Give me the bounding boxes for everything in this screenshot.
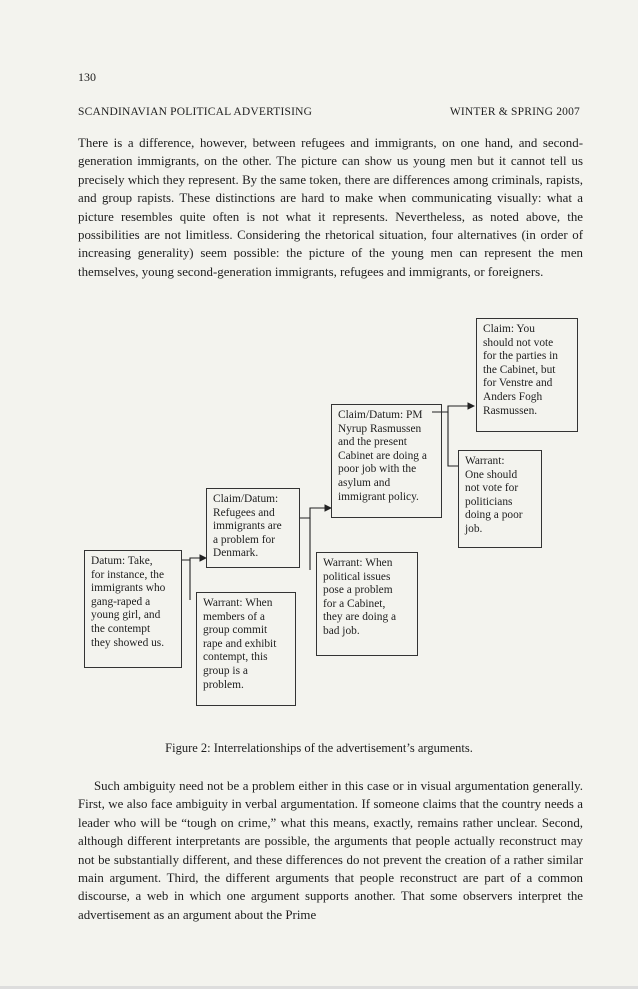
box-text-line: they showed us. <box>91 636 165 649</box>
box-text-line: rape and exhibit <box>203 637 277 650</box>
claim-datum-box-1 <box>206 488 300 568</box>
arrow-datum-to-claim1 <box>182 558 206 560</box>
claim-box <box>476 318 578 432</box>
box-text-line: politicians <box>465 495 513 508</box>
box-text-line: members of a <box>203 610 265 623</box>
box-text-line: Warrant: <box>465 455 505 467</box>
warrant-box-2 <box>316 552 418 656</box>
box-text-line: immigrant policy. <box>338 490 419 503</box>
box-text-line: they are doing a <box>323 611 397 624</box>
box-text-line: pose a problem <box>323 584 393 597</box>
box-text-line: gang-raped a <box>91 595 151 608</box>
box-text-line: the contempt <box>91 622 151 635</box>
datum-box <box>84 550 182 668</box>
box-text-line: group commit <box>203 624 268 637</box>
body-paragraph-1: There is a difference, however, between refugees and immigrants, on one hand, and second-generation immigrants, on the other. The picture can show us young men but it cannot tell us precisely which they represent. By the same token, there are differences among criminals, rapists, and group rapists. These distinctions are hard to make when communicating visually: what a picture resembles quite often is not what it represents. Nevertheless, as noted above, the possibilities are not limitless. Considering the rhetorical situation, four alternatives (in order of increasing generality) seem possible: the picture of the young men can represent the men themselves, young second-generation immigrants, refugees and immigrants, or foreigners. <box>78 136 583 279</box>
box-text-line: the Cabinet, but <box>483 363 556 376</box>
box-text-line: contempt, this <box>203 651 268 664</box>
box-text-line: Cabinet are doing a <box>338 449 427 462</box>
box-text-line: a problem for <box>213 533 275 546</box>
box-text-line: Claim: You <box>483 323 535 335</box>
box-text-line: bad job. <box>323 624 360 637</box>
box-text-line: for a Cabinet, <box>323 597 386 610</box>
page-number: 130 <box>78 70 96 84</box>
connector-warrant3 <box>448 412 458 466</box>
box-text-line: Nyrup Rasmussen <box>338 422 422 435</box>
box-text-line: Warrant: When <box>323 557 393 569</box>
claim-datum-box-2 <box>331 404 442 518</box>
box-text-line: immigrants are <box>213 520 282 533</box>
box-text-line: group is a <box>203 664 248 677</box>
box-text-line: doing a poor <box>465 509 523 522</box>
box-text-line: poor job with the <box>338 463 417 476</box>
box-text-line: One should <box>465 468 518 481</box>
box-text-line: for Venstre and <box>483 377 553 390</box>
box-text-line: Denmark. <box>213 547 259 560</box>
box-text-line: Warrant: When <box>203 597 273 609</box>
box-text-line: for the parties in <box>483 350 558 363</box>
box-text-line: immigrants who <box>91 582 166 595</box>
box-text-line: for instance, the <box>91 568 165 581</box>
box-text-line: Claim/Datum: PM <box>338 409 423 421</box>
box-text-line: Datum: Take, <box>91 555 153 567</box>
box-text-line: problem. <box>203 678 244 691</box>
box-text-line: Rasmussen. <box>483 404 538 417</box>
box-text-line: and the present <box>338 436 407 449</box>
box-text-line: young girl, and <box>91 609 161 622</box>
box-text-line: Claim/Datum: <box>213 493 279 505</box>
issue-date: WINTER & SPRING 2007 <box>449 106 580 118</box>
warrant-box-1 <box>196 592 296 706</box>
journal-title: SCANDINAVIAN POLITICAL ADVERTISING <box>78 106 313 118</box>
box-text-line: political issues <box>323 570 391 583</box>
box-text-line: job. <box>465 522 483 535</box>
arrow-claim1-to-claim2 <box>300 508 331 518</box>
box-text-line: Anders Fogh <box>483 390 543 403</box>
box-text-line: should not vote <box>483 336 554 349</box>
box-text-line: asylum and <box>338 476 391 489</box>
box-text-line: not vote for <box>465 482 519 495</box>
figure-caption: Figure 2: Interrelationships of the advertisement’s arguments. <box>165 741 473 755</box>
body-paragraph-2: Such ambiguity need not be a problem either in this case or in visual argumentation generally. First, we also face ambiguity in verbal argumentation. If someone claims that the country needs a leader who will be “tough on crime,” what this means, exactly, remains rather unclear. Second, although different interpretants are possible, the arguments that people actually reconstruct may not be substantially different, and these differences do not prevent the creation of a rather similar main argument. Third, the different arguments that people reconstruct are part of a common discourse, a web in which one argument supports another. That some observers interpret the advertisement as an argument about the Prime <box>78 779 583 922</box>
box-text-line: Refugees and <box>213 506 275 519</box>
warrant-box-3 <box>458 450 542 548</box>
